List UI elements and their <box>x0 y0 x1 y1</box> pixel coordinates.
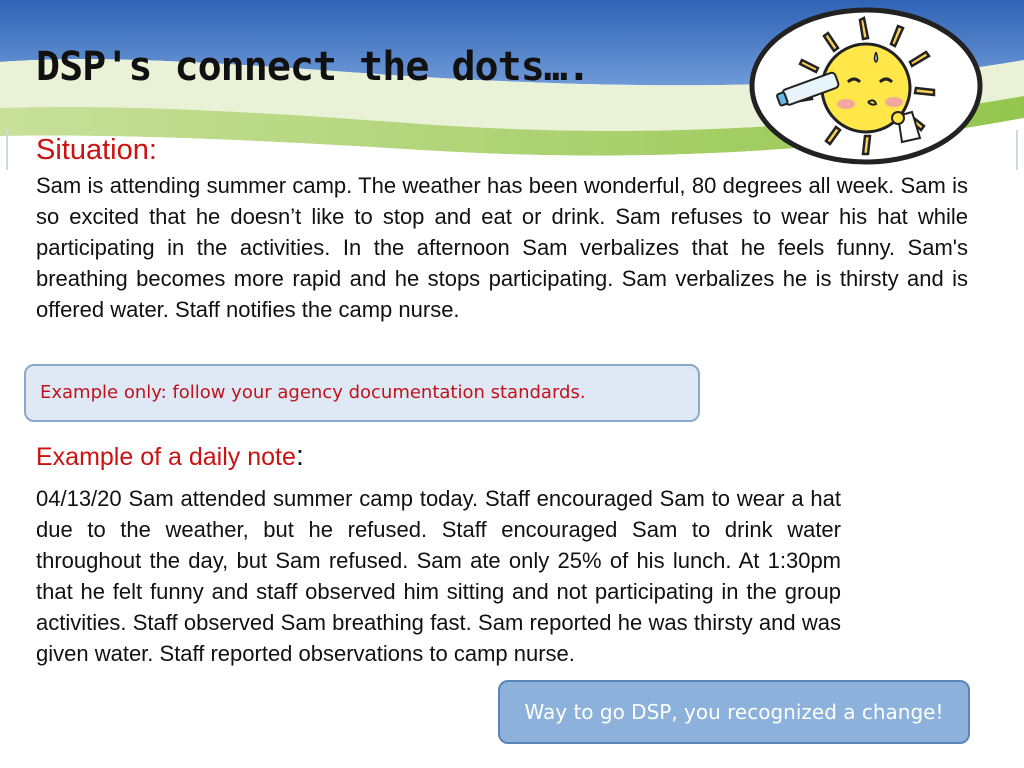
callout-text: Example only: follow your agency documentation standards. <box>40 382 586 403</box>
situation-text: Sam is attending summer camp. The weather has been wonderful, 80 degrees all week. Sam is so excited that he doesn’t like to stop and eat or drink. Sam refuses to wear his hat while participating in the activities. In the afternoon Sam verbalizes that he feels funny. Sam's breathing becomes more rapid and he stops participating. Sam verbalizes he is thirsty and is offered water. Staff notifies the camp nurse. <box>36 173 968 322</box>
daily-note-heading-colon: : <box>295 440 304 472</box>
hot-sun-drinking-icon <box>748 6 984 166</box>
left-edge-line <box>6 130 8 170</box>
situation-heading: Situation: <box>36 134 157 166</box>
recognition-badge-text: Way to go DSP, you recognized a change! <box>524 700 944 724</box>
daily-note-heading-text: Example of a daily note <box>36 443 296 471</box>
slide-title: DSP's connect the dots…. <box>36 44 590 90</box>
documentation-standards-callout <box>24 364 700 422</box>
daily-note-heading <box>36 440 304 473</box>
recognition-badge <box>498 680 970 744</box>
daily-note-text: 04/13/20 Sam attended summer camp today. Staff encouraged Sam to wear a hat due to the weather, but he refused. Staff encouraged Sam to drink water throughout the day, but Sam refused. Sam ate only 25% of his lunch. At 1:30pm that he felt funny and staff observed him sitting and not participating in the group activities. Staff observed Sam breathing fast. Sam reported he was thirsty and was given water. Staff reported observations to camp nurse. <box>36 486 841 666</box>
right-edge-line <box>1016 130 1018 170</box>
